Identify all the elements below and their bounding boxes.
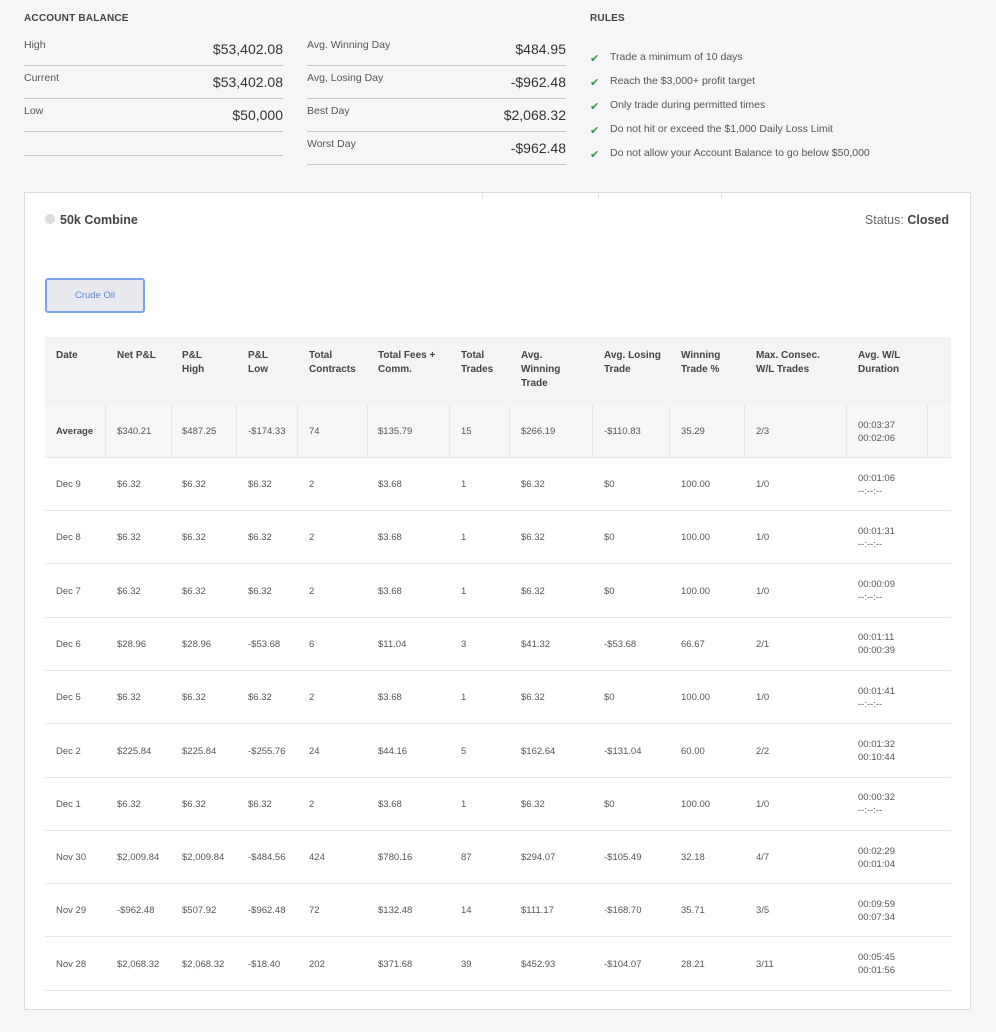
balance-current-label: Current [24, 72, 60, 84]
cell-avg-winning-trade: $162.64 [521, 745, 556, 757]
cell-total-fees: $780.16 [378, 852, 413, 864]
cell-total-fees: $3.68 [378, 479, 402, 490]
header-avg-losing-trade[interactable]: Avg. Losing Trade [604, 350, 661, 375]
cell-pl-high: $2,009.84 [182, 852, 225, 864]
cell-total-trades: 15 [461, 426, 472, 437]
cell-total-fees: $11.04 [378, 638, 407, 650]
cell-avg-wl-duration [858, 725, 895, 778]
cell-net-pl: $340.21 [117, 426, 152, 437]
cell-total-fees: $3.68 [378, 532, 402, 544]
cell-pl-low: $6.32 [248, 692, 272, 704]
balance-low-value: $50,000 [232, 107, 283, 123]
cell-avg-wl-duration [858, 938, 895, 991]
table-row [45, 671, 951, 724]
cell-avg-losing-trade: $0 [604, 532, 615, 544]
cell-total-contracts: 2 [309, 692, 315, 704]
avg-losing-day [307, 66, 566, 99]
cell-total-trades: 1 [461, 798, 467, 810]
column-divider [509, 405, 510, 458]
cell-net-pl: $2,009.84 [117, 852, 160, 864]
cell-date: Dec 7 [56, 585, 81, 597]
balance-high-label: High [24, 39, 46, 51]
cell-total-trades: 1 [461, 585, 467, 597]
cell-avg-wl-duration [858, 884, 895, 937]
cell-pl-high: $225.84 [182, 745, 217, 757]
win-duration: 00:01:41 [858, 685, 895, 697]
duration-pair [858, 472, 895, 498]
best-day [307, 99, 566, 132]
header-date[interactable]: Date [56, 350, 78, 361]
cell-total-contracts: 72 [309, 905, 320, 917]
header-pl-high[interactable]: P&L High [182, 350, 205, 375]
cell-avg-losing-trade: -$104.07 [604, 958, 642, 970]
cell-winning-trade-pct: 28.21 [681, 958, 705, 970]
header-total-trades[interactable]: Total Trades [461, 350, 494, 375]
header-avg-winning-trade[interactable]: Avg. Winning Trade [521, 350, 561, 389]
duration-pair [858, 951, 895, 977]
cell-net-pl: $6.32 [117, 798, 141, 810]
table-row [45, 511, 951, 564]
avg-losing-day-value: -$962.48 [510, 74, 566, 90]
panel-divider [721, 193, 722, 199]
cell-net-pl: -$962.48 [117, 905, 155, 917]
cell-max-consec: 4/7 [756, 852, 770, 864]
cell-total-trades: 3 [461, 638, 467, 650]
duration-pair [858, 845, 895, 871]
cell-avg-losing-trade: -$53.68 [604, 638, 637, 650]
loss-duration: 00:07:34 [858, 911, 895, 923]
rule-text: Only trade during permitted times [610, 99, 766, 111]
cell-avg-winning-trade: $6.32 [521, 479, 545, 490]
cell-pl-high: $507.92 [182, 905, 217, 917]
cell-total-fees: $44.16 [378, 745, 408, 757]
cell-total-fees: $135.79 [378, 426, 413, 437]
rules-title: RULES [590, 13, 625, 24]
cell-pl-high: $6.32 [182, 585, 206, 597]
cell-avg-wl-duration [858, 511, 895, 564]
column-divider [105, 405, 106, 458]
table-row [45, 458, 951, 511]
header-pl-low[interactable]: P&L Low [248, 350, 268, 375]
cell-date: Nov 28 [56, 958, 87, 970]
cell-total-trades: 1 [461, 692, 467, 704]
avg-winning-day [307, 33, 566, 66]
cell-avg-winning-trade: $6.32 [521, 532, 545, 544]
cell-pl-high: $28.96 [182, 638, 212, 650]
cell-avg-winning-trade: $294.07 [521, 852, 556, 864]
table-header [45, 337, 951, 405]
duration-pair [858, 419, 895, 445]
cell-avg-losing-trade: $0 [604, 479, 615, 490]
cell-pl-low: $6.32 [248, 798, 272, 810]
cell-max-consec: 1/0 [756, 585, 770, 597]
cell-avg-losing-trade: -$105.49 [604, 852, 642, 864]
cell-avg-wl-duration [858, 405, 895, 458]
win-duration: 00:00:09 [858, 579, 895, 591]
cell-total-trades: 5 [461, 745, 467, 757]
cell-total-fees: $3.68 [378, 585, 402, 597]
cell-max-consec: 1/0 [756, 532, 770, 544]
duration-pair [858, 898, 895, 924]
worst-day-label: Worst Day [307, 138, 356, 150]
loss-duration: 00:01:56 [858, 965, 895, 977]
cell-total-trades: 1 [461, 479, 467, 490]
cell-total-fees: $132.48 [378, 905, 413, 917]
header-max-consec[interactable]: Max. Consec. W/L Trades [756, 350, 820, 375]
column-divider [297, 405, 298, 458]
check-icon: ✔ [590, 53, 600, 65]
table-row [45, 938, 951, 991]
cell-max-consec: 1/0 [756, 798, 770, 810]
crude-oil-tab[interactable]: Crude Oil [45, 278, 145, 313]
cell-pl-low: $6.32 [248, 479, 272, 490]
rule-text: Do not allow your Account Balance to go below $50,000 [610, 147, 870, 159]
win-duration: 00:01:06 [858, 472, 895, 484]
table-row [45, 831, 951, 884]
cell-winning-trade-pct: 60.00 [681, 745, 705, 757]
best-day-value: $2,068.32 [503, 107, 566, 123]
cell-avg-winning-trade: $6.32 [521, 798, 545, 810]
check-icon: ✔ [590, 101, 600, 113]
table-row [45, 884, 951, 937]
cell-total-contracts: 74 [309, 426, 320, 437]
status-label: Status: [864, 213, 904, 227]
cell-winning-trade-pct: 100.00 [681, 692, 711, 704]
cell-avg-wl-duration [858, 565, 895, 618]
cell-pl-high: $6.32 [182, 479, 206, 490]
cell-winning-trade-pct: 100.00 [681, 585, 711, 597]
cell-net-pl: $6.32 [117, 585, 141, 597]
cell-pl-low: $6.32 [248, 585, 272, 597]
cell-avg-losing-trade: $0 [604, 692, 615, 704]
header-winning-trade-pct[interactable]: Winning Trade % [681, 350, 721, 375]
cell-avg-winning-trade: $6.32 [521, 585, 545, 597]
cell-pl-low: -$18.40 [248, 958, 281, 970]
column-divider [171, 405, 172, 458]
cell-date: Dec 2 [56, 745, 81, 757]
cell-max-consec: 3/11 [756, 958, 774, 970]
loss-duration: 00:01:04 [858, 858, 895, 870]
column-divider [236, 405, 237, 458]
cell-net-pl: $225.84 [117, 745, 152, 757]
column-divider [669, 405, 670, 458]
check-icon: ✔ [590, 77, 600, 89]
cell-avg-losing-trade: -$110.83 [604, 426, 641, 437]
rule-text: Do not hit or exceed the $1,000 Daily Loss Limit [610, 123, 833, 135]
cell-avg-losing-trade: $0 [604, 798, 615, 810]
cell-avg-winning-trade: $6.32 [521, 692, 545, 704]
status-dot-icon [45, 214, 55, 224]
cell-total-trades: 87 [461, 852, 472, 864]
cell-total-trades: 39 [461, 958, 472, 970]
cell-total-contracts: 2 [309, 798, 315, 810]
cell-max-consec: 2/2 [756, 745, 770, 757]
cell-winning-trade-pct: 32.18 [681, 852, 705, 864]
loss-duration: 00:02:06 [858, 432, 895, 444]
cell-max-consec: 3/5 [756, 905, 770, 917]
table-row [45, 618, 951, 671]
avg-winning-day-label: Avg. Winning Day [307, 39, 391, 51]
cell-max-consec: 1/0 [756, 692, 770, 704]
win-duration: 00:09:59 [858, 898, 895, 910]
cell-pl-high: $6.32 [182, 692, 206, 704]
cell-pl-high: $6.32 [182, 798, 206, 810]
check-icon: ✔ [590, 125, 600, 137]
panel-divider [482, 193, 483, 199]
cell-winning-trade-pct: 35.71 [681, 905, 705, 917]
cell-avg-winning-trade: $452.93 [521, 958, 556, 970]
cell-avg-winning-trade: $111.17 [521, 905, 554, 917]
cell-total-contracts: 2 [309, 479, 315, 490]
cell-pl-high: $6.32 [182, 532, 206, 544]
cell-avg-losing-trade: -$168.70 [604, 905, 642, 917]
column-divider [449, 405, 450, 458]
cell-pl-low: -$962.48 [248, 905, 286, 917]
win-duration: 00:05:45 [858, 952, 895, 964]
duration-pair [858, 738, 895, 764]
cell-avg-wl-duration [858, 618, 895, 671]
best-day-label: Best Day [307, 105, 350, 117]
combine-name: 50k Combine [60, 213, 138, 227]
cell-avg-losing-trade: -$131.04 [604, 745, 642, 757]
loss-duration: --:--:-- [858, 538, 883, 550]
cell-date: Dec 8 [56, 532, 81, 544]
cell-max-consec: 2/3 [756, 426, 770, 437]
cell-winning-trade-pct: 66.67 [681, 638, 705, 650]
cell-winning-trade-pct: 100.00 [681, 798, 711, 810]
cell-total-contracts: 24 [309, 745, 320, 757]
win-duration: 00:03:37 [858, 419, 895, 431]
cell-pl-high: $2,068.32 [182, 958, 225, 970]
duration-pair [858, 525, 895, 551]
cell-date: Nov 29 [56, 905, 87, 917]
avg-losing-day-label: Avg, Losing Day [307, 72, 384, 84]
average-row [45, 405, 951, 458]
duration-pair [858, 685, 895, 711]
balance-current [24, 66, 283, 99]
cell-net-pl: $28.96 [117, 638, 147, 650]
cell-total-trades: 14 [461, 905, 472, 917]
status-indicator [865, 213, 949, 227]
duration-pair [858, 578, 895, 604]
duration-pair [858, 791, 895, 817]
cell-winning-trade-pct: 35.29 [681, 426, 705, 437]
loss-duration: 00:00:39 [858, 645, 895, 657]
cell-pl-high: $487.25 [182, 426, 217, 437]
cell-avg-wl-duration [858, 458, 895, 511]
win-duration: 00:01:31 [858, 525, 895, 537]
cell-date: Dec 6 [56, 638, 81, 650]
table-row [45, 725, 951, 778]
loss-duration: 00:10:44 [858, 752, 895, 763]
balance-current-value: $53,402.08 [212, 74, 283, 90]
win-duration: 00:02:29 [858, 845, 895, 857]
cell-pl-low: -$174.33 [248, 426, 286, 437]
cell-total-contracts: 2 [309, 532, 315, 544]
column-divider [927, 405, 928, 458]
cell-total-contracts: 424 [309, 852, 325, 864]
header-net-pl[interactable]: Net P&L [117, 350, 156, 361]
table-row [45, 778, 951, 831]
check-icon: ✔ [590, 149, 600, 161]
cell-date: Dec 9 [56, 479, 81, 490]
cell-winning-trade-pct: 100.00 [681, 479, 711, 490]
cell-total-fees: $371.68 [378, 958, 413, 970]
cell-net-pl: $6.32 [117, 692, 141, 704]
column-divider [846, 405, 847, 458]
cell-total-trades: 1 [461, 532, 467, 544]
cell-total-contracts: 202 [309, 958, 325, 970]
account-summary [0, 0, 996, 192]
header-total-fees[interactable]: Total Fees + Comm. [378, 350, 436, 375]
cell-avg-wl-duration [858, 778, 895, 831]
cell-total-fees: $3.68 [378, 798, 402, 810]
table-row [45, 565, 951, 618]
cell-winning-trade-pct: 100.00 [681, 532, 711, 544]
cell-avg-losing-trade: $0 [604, 585, 615, 597]
loss-duration: --:--:-- [858, 485, 883, 497]
rule-text: Trade a minimum of 10 days [610, 51, 743, 63]
balance-high-value: $53,402.08 [212, 41, 283, 57]
win-duration: 00:01:11 [858, 632, 895, 644]
cell-date: Nov 30 [56, 852, 87, 864]
cell-net-pl: $6.32 [117, 479, 141, 490]
avg-winning-day-value: $484.95 [515, 41, 566, 57]
cell-pl-low: $6.32 [248, 532, 272, 544]
cell-avg-wl-duration [858, 831, 895, 884]
win-duration: 00:00:32 [858, 792, 895, 804]
cell-net-pl: $2,068.32 [117, 958, 160, 970]
cell-avg-wl-duration [858, 671, 895, 724]
balance-low-label: Low [24, 105, 44, 117]
cell-pl-low: -$484.56 [248, 852, 286, 864]
cell-net-pl: $6.32 [117, 532, 141, 544]
balance-empty-row [24, 123, 283, 156]
worst-day-value: -$962.48 [510, 140, 566, 156]
cell-pl-low: -$255.76 [248, 745, 286, 757]
account-balance-title: ACCOUNT BALANCE [24, 13, 129, 24]
duration-pair [858, 631, 895, 657]
loss-duration: --:--:-- [858, 698, 883, 710]
cell-avg-winning-trade: $41.32 [521, 638, 551, 650]
panel-divider [598, 193, 599, 199]
cell-max-consec: 2/1 [756, 638, 770, 650]
cell-avg-winning-trade: $266.19 [521, 426, 556, 437]
worst-day [307, 132, 566, 165]
win-duration: 00:01:32 [858, 739, 895, 750]
header-avg-wl-duration[interactable]: Avg. W/L Duration [858, 350, 901, 375]
cell-total-fees: $3.68 [378, 692, 402, 704]
cell-max-consec: 1/0 [756, 479, 770, 490]
cell-total-contracts: 6 [309, 638, 315, 650]
loss-duration: --:--:-- [858, 592, 883, 604]
column-divider [592, 405, 593, 458]
column-divider [367, 405, 368, 458]
column-divider [744, 405, 745, 458]
cell-total-contracts: 2 [309, 585, 315, 597]
balance-high [24, 33, 283, 66]
cell-date: Dec 5 [56, 692, 81, 704]
cell-pl-low: -$53.68 [248, 638, 281, 650]
cell-date: Average [56, 426, 94, 437]
rule-text: Reach the $3,000+ profit target [610, 75, 756, 87]
header-total-contracts[interactable]: Total Contracts [309, 350, 356, 375]
loss-duration: --:--:-- [858, 805, 883, 817]
status-value: Closed [907, 213, 949, 227]
cell-date: Dec 1 [56, 798, 81, 810]
combine-panel [24, 192, 971, 1010]
